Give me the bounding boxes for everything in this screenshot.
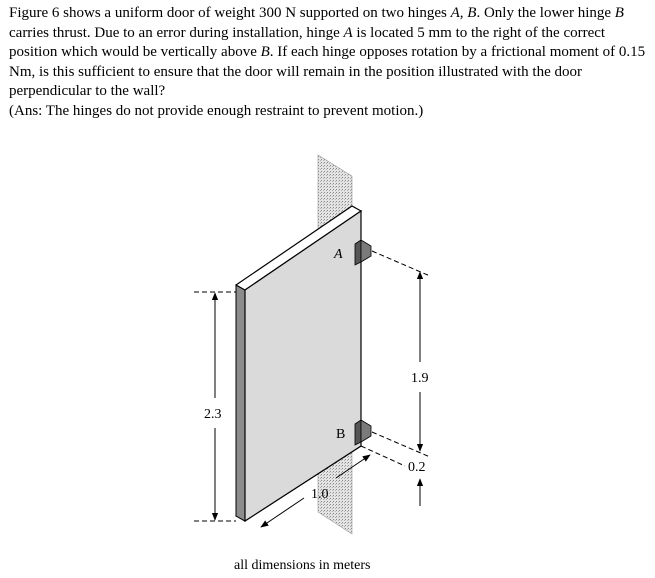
hinge-b-symbol: B	[467, 5, 477, 21]
dim-spacing-label: 1.9	[411, 371, 429, 386]
label-a: A	[334, 247, 343, 262]
problem-text: carries thrust. Due to an error during installation, hinge	[9, 24, 344, 41]
hinge-spacing-dimension	[372, 251, 430, 457]
hinge-a-symbol: A	[450, 5, 460, 21]
hinge-a-icon	[355, 240, 371, 265]
dim-width-label: 1.0	[311, 487, 329, 502]
problem-text: ,	[459, 5, 468, 21]
hinge-b-icon	[355, 420, 371, 445]
door-left-edge	[236, 285, 245, 521]
answer-text: (Ans: The hinges do not provide enough restraint to prevent motion.)	[9, 102, 424, 119]
hinge-a-symbol: A	[343, 24, 353, 41]
figure-caption: all dimensions in meters	[234, 558, 371, 573]
dim-height-label: 2.3	[204, 407, 222, 422]
problem-text: Figure 6 shows a uniform door of weight 300 N supported on two hinges	[9, 5, 451, 21]
hinge-b-symbol: B	[260, 44, 270, 61]
problem-text: . If each hinge opposes rotation by a frictional moment of 0.15 Nm, is this sufficient to ensure that the door will remain in the position illustrated with the door perpendicular to the wall?	[9, 44, 646, 100]
label-b: B	[336, 427, 346, 442]
problem-text: . Only the lower hinge	[476, 5, 615, 21]
hinge-b-symbol: B	[614, 5, 624, 21]
problem-text: is located 5 mm to the right of the correct position which would be vertically above	[9, 24, 606, 61]
dim-bottom-label: 0.2	[408, 460, 426, 475]
